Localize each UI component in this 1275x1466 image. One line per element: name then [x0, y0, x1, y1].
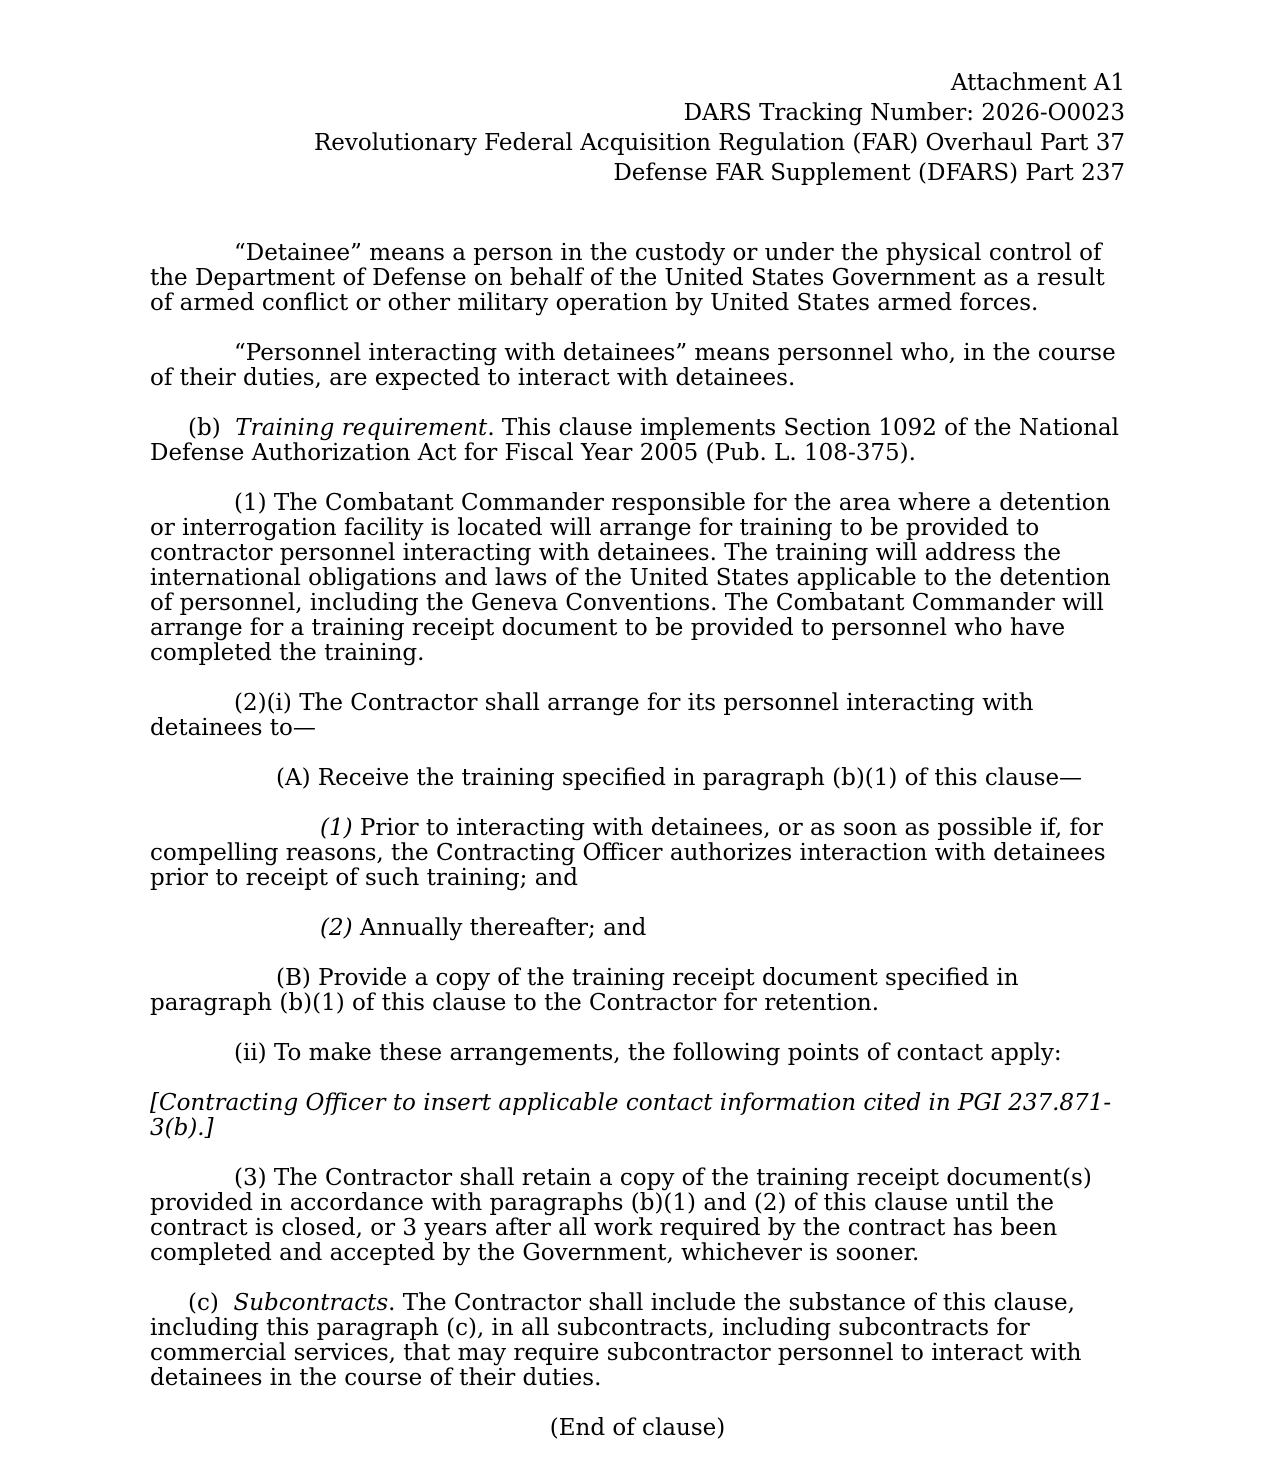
document-page: [150, 68, 1125, 1466]
paragraph-A1-label: (1): [320, 815, 353, 841]
attachment-label: Attachment A1: [950, 70, 1125, 96]
end-of-clause: (End of clause): [549, 1415, 726, 1441]
paragraph-c-heading: Subcontracts: [233, 1290, 389, 1316]
paragraph-c-label: (c): [188, 1290, 219, 1316]
paragraph-b2i-A2: [150, 916, 1125, 941]
contracting-officer-insert: [150, 1091, 1125, 1141]
document-header: [150, 68, 1125, 188]
paragraph-b2i-A: (A) Receive the training specified in paragraph (b)(1) of this clause—: [276, 765, 1083, 791]
paragraph-b3: (3) The Contractor shall retain a copy of the training receipt document(s) provided in accordance with paragraphs (b)(1) and (2) of this clause until the contract is closed, or 3 years after all work required by the contract has been completed and accepted by the Government, whichever is sooner.: [150, 1165, 1092, 1266]
paragraph-b2ii: (ii) To make these arrangements, the following points of contact apply:: [234, 1040, 1062, 1066]
paragraph-b-heading: Training requirement: [235, 415, 488, 441]
paragraph-c: [150, 1291, 1125, 1391]
dfars-part: Defense FAR Supplement (DFARS) Part 237: [613, 160, 1125, 186]
paragraph-b: [150, 416, 1125, 466]
paragraph-b2i: (2)(i) The Contractor shall arrange for its personnel interacting with detainees to—: [150, 690, 1034, 741]
paragraph-b1: (1) The Combatant Commander responsible for the area where a detention or interrogation facility is located will arrange for training to be provided to contractor personnel interacting with detainees. The training will address the international obligations and laws of the United States applicable to the detention of personnel, including the Geneva Conventions. The Combatant Commander will arrange for a training receipt document to be provided to personnel who have completed the training.: [150, 490, 1111, 666]
dars-tracking-number: DARS Tracking Number: 2026-O0023: [683, 100, 1125, 126]
paragraph-b-text: . This clause implements Section 1092 of the National Defense Authorization Act for Fiscal Year 2005 (Pub. L. 108-375).: [150, 415, 1119, 466]
paragraph-A2-text: Annually thereafter; and: [352, 915, 647, 941]
paragraph-A1-text: Prior to interacting with detainees, or as soon as possible if, for compelling reasons, the Contracting Officer authorizes interaction with detainees prior to receipt of such training; and: [150, 815, 1106, 891]
paragraph-A2-label: (2): [320, 915, 353, 941]
far-overhaul-part: Revolutionary Federal Acquisition Regulation (FAR) Overhaul Part 37: [313, 130, 1125, 156]
paragraph-b2i-B: (B) Provide a copy of the training receipt document specified in paragraph (b)(1) of this clause to the Contractor for retention.: [150, 965, 1019, 1016]
paragraph-b2i-A1: [150, 816, 1125, 891]
paragraph-c-text: . The Contractor shall include the substance of this clause, including this paragraph (c), in all subcontracts, including subcontracts for commercial services, that may require subcontractor personnel to interact with detainees in the course of their duties.: [150, 1290, 1082, 1391]
contracting-officer-insert-text: [Contracting Officer to insert applicable contact information cited in PGI 237.871-3(b).]: [150, 1090, 1112, 1141]
detainee-definition: “Detainee” means a person in the custody or under the physical control of the Department of Defense on behalf of the United States Government as a result of armed conflict or other military operation by United States armed forces.: [150, 240, 1105, 316]
paragraph-b-label: (b): [188, 415, 221, 441]
personnel-definition: “Personnel interacting with detainees” means personnel who, in the course of their duties, are expected to interact with detainees.: [150, 340, 1116, 391]
